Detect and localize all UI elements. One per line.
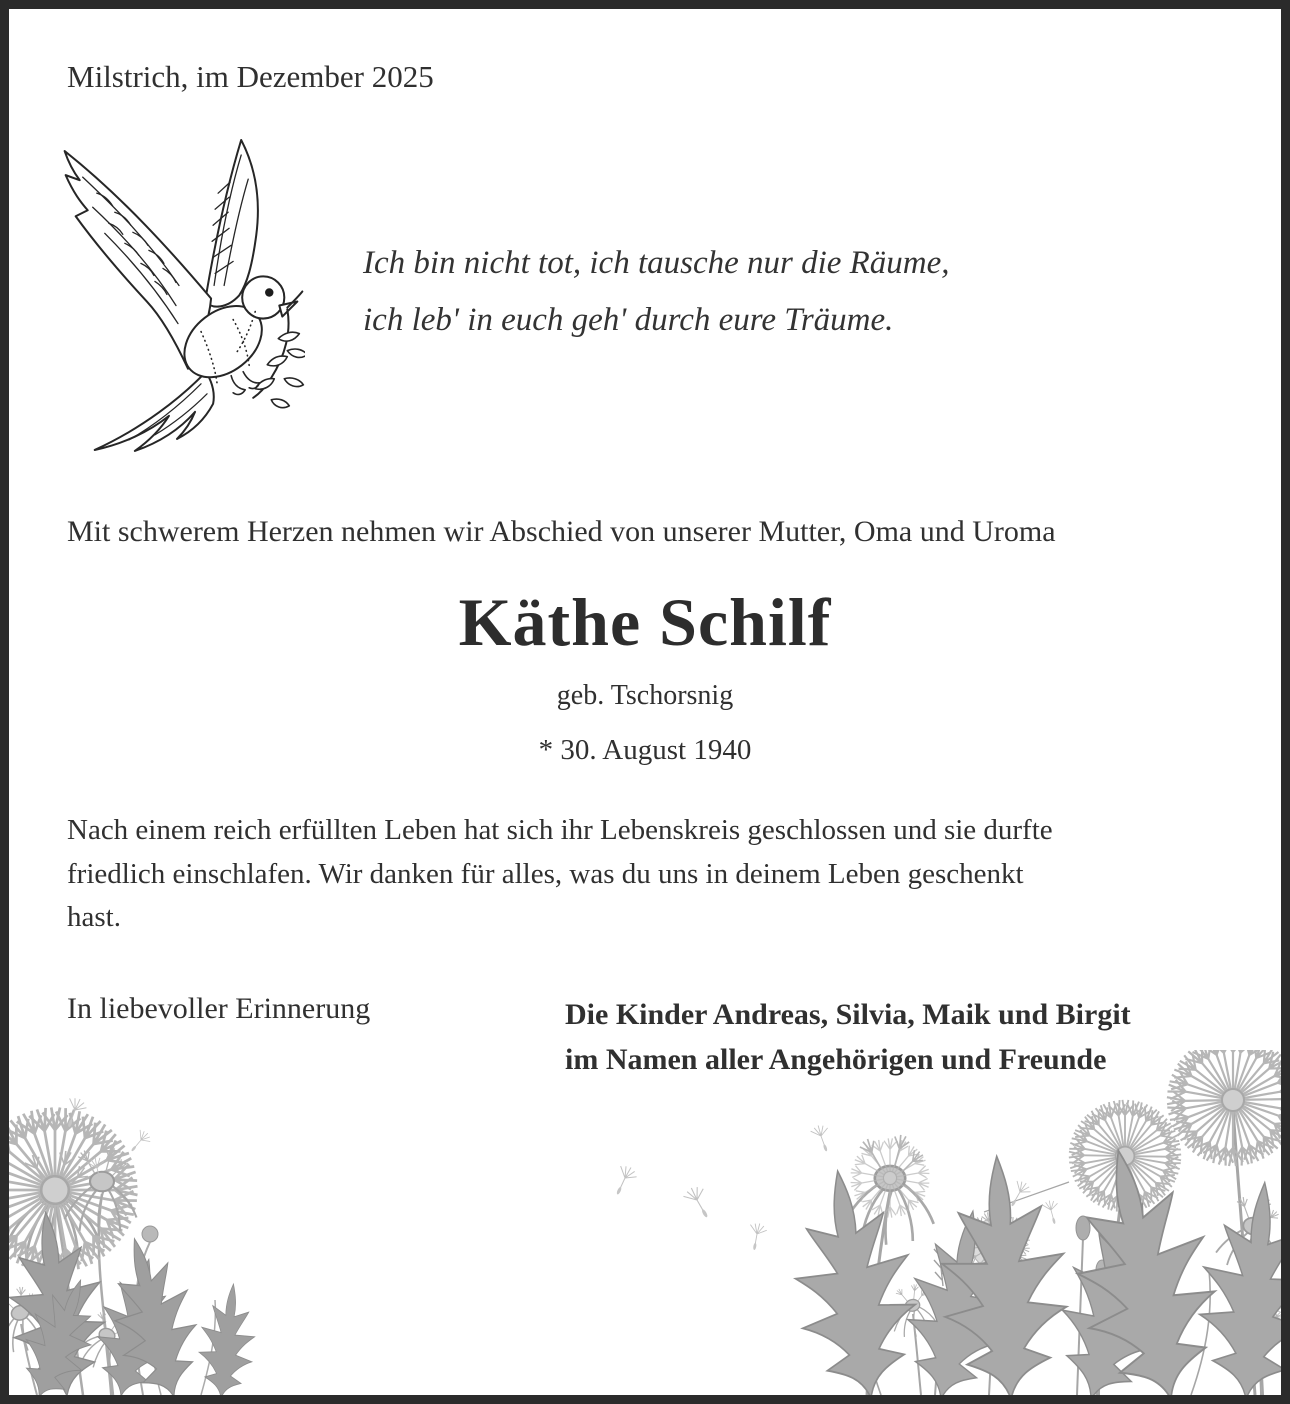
maiden-name: geb. Tschorsnig	[556, 680, 734, 711]
closing-remembrance: In liebevoller Erinnerung	[67, 991, 371, 1025]
obituary-content	[9, 9, 1281, 1083]
memorial-text-line-2: friedlich einschlafen. Wir danken für alles, was du uns in deinem Leben geschenkt	[67, 857, 1024, 890]
dandelion-cluster-left	[9, 1094, 260, 1395]
mourners	[565, 992, 1131, 1084]
dove-quote-row	[61, 135, 1223, 461]
mourners-line-1: Die Kinder Andreas, Silvia, Maik und Birgit	[565, 997, 1131, 1031]
memorial-quote	[363, 235, 950, 349]
mourners-line-2: im Namen aller Angehörigen und Freunde	[565, 1043, 1107, 1077]
dateline: Milstrich, im Dezember 2025	[67, 59, 434, 94]
birth-date: * 30. August 1940	[538, 734, 752, 766]
dove-olive-branch-icon	[61, 135, 305, 461]
memorial-text-line-3: hast.	[67, 901, 121, 933]
quote-line-2: ich leb' in euch geh' durch eure Träume.	[363, 301, 894, 338]
closing-row	[67, 992, 1223, 1084]
dandelion-cluster-right	[782, 1050, 1281, 1395]
memorial-text-line-1: Nach einem reich erfüllten Leben hat sich ihr Lebenskreis geschlossen und sie durfte	[67, 814, 1053, 846]
floating-seeds	[609, 1123, 835, 1252]
quote-line-1: Ich bin nicht tot, ich tausche nur die Räume,	[363, 245, 950, 281]
deceased-name: Käthe Schilf	[458, 584, 832, 660]
farewell-intro: Mit schwerem Herzen nehmen wir Abschied von unserer Mutter, Oma und Uroma	[67, 515, 1056, 548]
memorial-text	[67, 809, 1223, 940]
dandelion-meadow-icon	[9, 1050, 1281, 1395]
